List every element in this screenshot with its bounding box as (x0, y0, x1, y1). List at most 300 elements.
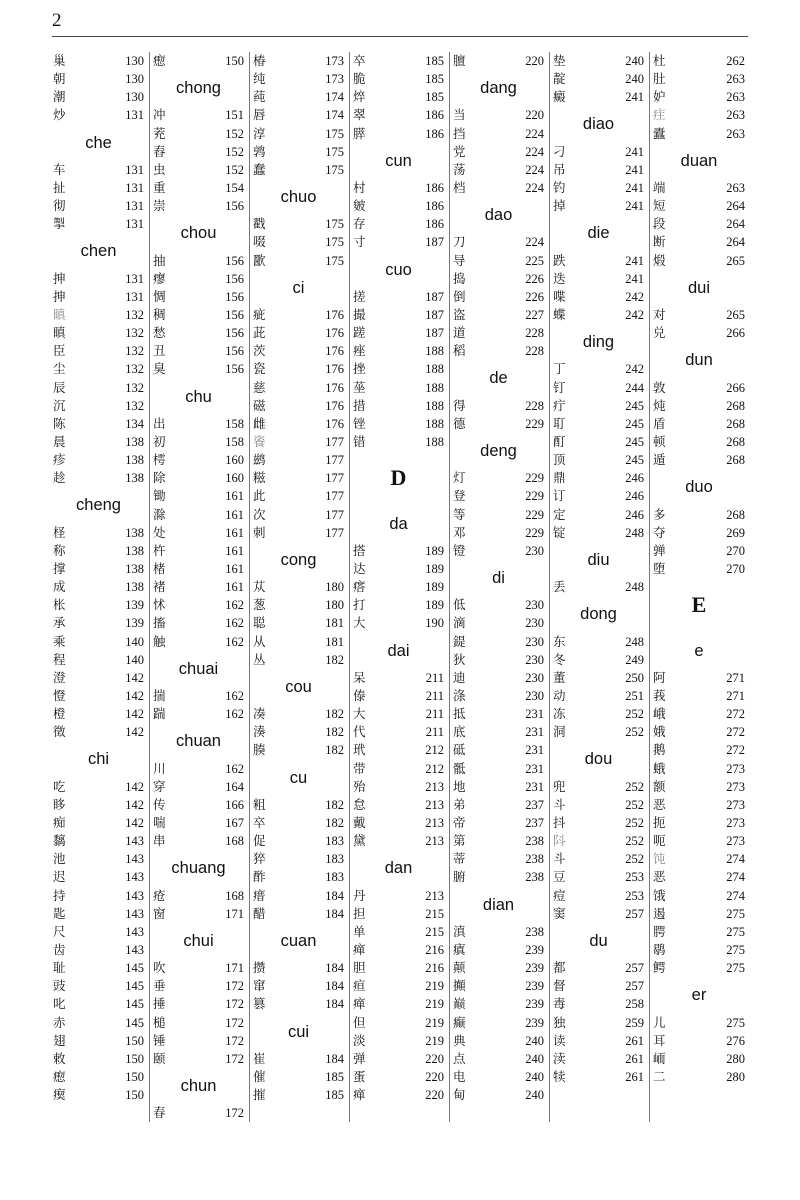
entry-page-number: 273 (726, 779, 745, 794)
index-entry (53, 868, 144, 886)
index-entry (53, 905, 144, 923)
entry-page-number: 130 (125, 54, 144, 68)
index-entry (53, 433, 144, 451)
entry-page-number: 252 (625, 725, 644, 740)
pinyin-heading: chun (180, 1076, 217, 1095)
entry-character: 朝 (53, 71, 66, 87)
entry-character: 帝 (453, 814, 466, 830)
entry-character: 莝 (353, 379, 366, 395)
entry-character: 椿 (253, 53, 266, 68)
entry-page-number: 131 (125, 271, 144, 286)
index-entry (653, 832, 745, 850)
entry-character: 搭 (353, 542, 366, 558)
entry-page-number: 224 (525, 181, 544, 195)
entry-character: 靛 (553, 71, 566, 87)
pinyin-heading: cui (287, 1022, 310, 1041)
index-entry (53, 542, 144, 560)
entry-page-number: 172 (225, 1051, 244, 1066)
entry-page-number: 156 (225, 199, 244, 214)
entry-character: 疵 (253, 307, 266, 322)
entry-character: 臭 (153, 361, 166, 377)
entry-character: 串 (153, 833, 166, 849)
index-entry (53, 1050, 144, 1068)
entry-character: 鹅 (653, 742, 666, 758)
pinyin-heading: ci (292, 278, 305, 297)
index-column (50, 52, 150, 1122)
entry-character: 短 (653, 198, 666, 214)
entry-character: 巢 (53, 53, 66, 68)
entry-page-number: 248 (625, 634, 644, 649)
entry-character: 道 (453, 325, 466, 341)
index-entry (553, 252, 644, 270)
index-entry (153, 1104, 244, 1122)
index-entry (253, 1086, 344, 1104)
index-entry (553, 959, 644, 977)
index-entry (353, 596, 444, 614)
index-entry (353, 1032, 444, 1050)
index-entry (553, 1068, 644, 1086)
entry-page-number: 238 (525, 924, 544, 939)
index-entry (253, 705, 344, 723)
entry-character: 段 (653, 216, 666, 232)
entry-page-number: 132 (125, 362, 144, 377)
entry-character: 但 (353, 1014, 366, 1030)
entry-character: 渎 (553, 1050, 566, 1066)
entry-page-number: 215 (425, 906, 444, 921)
entry-page-number: 211 (425, 670, 444, 685)
index-entry (253, 741, 344, 759)
index-entry (453, 959, 544, 977)
entry-character: 瘩 (353, 579, 366, 595)
header-rule (52, 36, 748, 37)
index-entry (53, 687, 144, 705)
index-entry (153, 506, 244, 524)
entry-character: 瘄 (253, 887, 266, 903)
entry-page-number: 274 (726, 852, 745, 867)
entry-character: 滇 (453, 923, 466, 939)
index-entry (453, 143, 544, 161)
pinyin-heading: dai (387, 641, 410, 660)
index-entry (253, 651, 344, 669)
entry-page-number: 156 (225, 362, 244, 377)
entry-character: 憕 (53, 687, 66, 703)
index-entry (153, 342, 244, 360)
entry-character: 瓷 (253, 361, 266, 377)
index-entry (553, 778, 644, 796)
entry-character: 炒 (53, 107, 66, 123)
entry-character: 怠 (353, 796, 366, 812)
index-entry (153, 887, 244, 905)
index-entry (253, 433, 344, 451)
entry-character: 邓 (453, 524, 466, 540)
index-entry (453, 506, 544, 524)
entry-page-number: 162 (225, 707, 244, 722)
entry-page-number: 226 (525, 289, 544, 304)
entry-character: 唇 (253, 107, 266, 123)
index-entry (553, 451, 644, 469)
index-entry (253, 814, 344, 832)
index-entry (453, 52, 544, 70)
index-entry (253, 1068, 344, 1086)
entry-character: 促 (253, 833, 266, 849)
index-entry (253, 233, 344, 251)
index-entry (353, 687, 444, 705)
entry-character: 淳 (253, 125, 266, 141)
index-entry (153, 905, 244, 923)
entry-page-number: 152 (225, 126, 244, 141)
entry-character: 煅 (653, 252, 666, 268)
index-entry (553, 705, 644, 723)
index-entry (53, 379, 144, 397)
entry-character: 撮 (353, 307, 366, 322)
entry-character: 肚 (653, 71, 666, 87)
entry-character: 程 (53, 651, 66, 667)
entry-character: 底 (453, 724, 466, 740)
index-entry (653, 524, 745, 542)
entry-character: 丁 (553, 361, 566, 377)
pinyin-heading: cun (385, 151, 412, 170)
entry-page-number: 219 (425, 1033, 444, 1048)
entry-character: 峨 (653, 706, 666, 722)
index-entry (453, 487, 544, 505)
entry-page-number: 186 (425, 108, 444, 123)
entry-character: 疰 (653, 107, 666, 123)
entry-character: 犊 (553, 1068, 566, 1084)
entry-page-number: 253 (625, 870, 644, 885)
index-column (550, 52, 650, 1122)
index-entry (553, 179, 644, 197)
index-entry (53, 923, 144, 941)
entry-character: 涤 (453, 688, 466, 703)
index-entry (353, 1068, 444, 1086)
index-entry (653, 125, 745, 143)
index-entry (353, 669, 444, 687)
entry-page-number: 185 (325, 1088, 344, 1103)
entry-page-number: 270 (726, 543, 745, 558)
index-entry (353, 433, 444, 451)
index-entry (453, 306, 544, 324)
pinyin-heading: deng (480, 442, 517, 460)
index-entry (353, 342, 444, 360)
index-entry (153, 270, 244, 288)
entry-page-number: 131 (125, 217, 144, 232)
entry-character: 餈 (253, 433, 266, 449)
entry-page-number: 252 (625, 797, 644, 812)
entry-character: 读 (553, 1032, 566, 1048)
entry-character: 酢 (253, 869, 266, 885)
index-entry (153, 560, 244, 578)
entry-character: 第 (453, 833, 466, 849)
entry-page-number: 156 (225, 326, 244, 341)
index-entry (53, 88, 144, 106)
entry-page-number: 161 (225, 580, 244, 595)
entry-character: 错 (353, 433, 366, 449)
entry-page-number: 145 (125, 979, 144, 994)
entry-character: 村 (353, 180, 366, 195)
index-entry (653, 415, 745, 433)
entry-page-number: 263 (726, 72, 745, 87)
entry-page-number: 161 (225, 525, 244, 540)
index-entry (353, 923, 444, 941)
entry-character: 趁 (53, 470, 66, 486)
entry-character: 茈 (253, 325, 266, 341)
entry-page-number: 271 (726, 670, 745, 685)
index-entry (53, 723, 144, 741)
entry-character: 大 (353, 615, 366, 631)
entry-page-number: 212 (425, 743, 444, 758)
index-entry (253, 868, 344, 886)
entry-page-number: 140 (125, 652, 144, 667)
index-entry (53, 705, 144, 723)
entry-character: 次 (253, 506, 266, 522)
index-entry (553, 360, 644, 378)
entry-character: 大 (353, 706, 366, 722)
entry-character: 苁 (253, 579, 266, 595)
index-entry (653, 887, 745, 905)
entry-character: 挡 (453, 125, 466, 141)
entry-character: 翠 (353, 107, 366, 123)
entry-page-number: 151 (225, 108, 244, 123)
entry-character: 电 (453, 1068, 466, 1084)
entry-page-number: 252 (625, 834, 644, 849)
entry-character: 存 (353, 216, 366, 232)
index-entry (53, 106, 144, 124)
entry-page-number: 242 (625, 362, 644, 377)
entry-character: 瘳 (153, 270, 166, 286)
entry-character: 抖 (553, 815, 566, 830)
entry-character: 赤 (53, 1014, 66, 1030)
entry-character: 雌 (253, 415, 266, 431)
entry-character: 颠 (453, 960, 466, 976)
entry-page-number: 231 (525, 779, 544, 794)
entry-page-number: 188 (425, 362, 444, 377)
entry-page-number: 189 (425, 543, 444, 558)
entry-character: 荡 (453, 161, 466, 177)
entry-character: 兑 (653, 325, 666, 341)
index-entry (653, 451, 745, 469)
index-entry (353, 106, 444, 124)
entry-character: 锭 (553, 524, 566, 540)
entry-character: 穿 (153, 778, 166, 794)
index-entry (653, 233, 745, 251)
pinyin-heading: chong (176, 79, 221, 98)
entry-page-number: 228 (525, 344, 544, 359)
entry-page-number: 229 (525, 416, 544, 431)
entry-page-number: 241 (625, 144, 644, 159)
entry-page-number: 175 (325, 126, 344, 141)
entry-character: 臣 (53, 343, 66, 359)
entry-character: 党 (453, 143, 466, 159)
index-entry (653, 705, 745, 723)
index-entry (353, 215, 444, 233)
index-entry (353, 614, 444, 632)
entry-page-number: 220 (525, 54, 544, 68)
index-entry (53, 451, 144, 469)
entry-page-number: 274 (726, 888, 745, 903)
index-entry (653, 1068, 745, 1086)
entry-page-number: 224 (525, 144, 544, 159)
index-entry (153, 306, 244, 324)
entry-page-number: 189 (425, 580, 444, 595)
entry-page-number: 132 (125, 344, 144, 359)
entry-page-number: 158 (225, 435, 244, 449)
index-entry (253, 360, 344, 378)
entry-character: 称 (53, 542, 66, 558)
index-entry (53, 651, 144, 669)
index-entry (253, 887, 344, 905)
index-entry (453, 778, 544, 796)
entry-page-number: 211 (425, 725, 444, 740)
pinyin-heading: chuang (171, 859, 226, 878)
entry-character: 傣 (353, 688, 366, 703)
entry-character: 峏 (653, 1050, 666, 1066)
entry-character: 疹 (53, 452, 66, 468)
entry-character: 砥 (453, 742, 466, 758)
entry-character: 翅 (53, 1032, 66, 1048)
entry-page-number: 263 (726, 108, 745, 123)
index-entry (353, 796, 444, 814)
entry-page-number: 173 (325, 72, 344, 87)
entry-page-number: 229 (525, 489, 544, 504)
index-entry (553, 487, 644, 505)
entry-page-number: 188 (425, 434, 444, 449)
entry-page-number: 138 (125, 543, 144, 558)
entry-character: 卒 (253, 814, 266, 830)
index-entry (253, 415, 344, 433)
entry-character: 猝 (253, 851, 266, 867)
entry-page-number: 266 (726, 380, 745, 395)
index-entry (353, 360, 444, 378)
entry-character: 惆 (153, 288, 166, 304)
entry-character: 冲 (153, 107, 166, 123)
index-entry (353, 814, 444, 832)
entry-character: 额 (653, 778, 666, 794)
entry-character: 镫 (453, 542, 466, 558)
entry-page-number: 213 (425, 797, 444, 812)
entry-character: 窦 (553, 905, 566, 921)
entry-page-number: 183 (325, 870, 344, 885)
entry-character: 愁 (153, 325, 166, 341)
index-entry (353, 324, 444, 342)
entry-character: 陈 (53, 415, 66, 431)
index-entry (453, 342, 544, 360)
index-entry (353, 397, 444, 415)
entry-page-number: 219 (425, 1015, 444, 1030)
index-entry (153, 1050, 244, 1068)
pinyin-heading: cou (285, 677, 312, 696)
index-entry (453, 850, 544, 868)
index-entry (53, 197, 144, 215)
entry-character: 搐 (153, 615, 166, 631)
entry-page-number: 143 (125, 888, 144, 903)
pinyin-heading: de (489, 369, 508, 388)
entry-character: 钓 (553, 180, 566, 195)
entry-character: 低 (453, 597, 466, 613)
entry-page-number: 142 (125, 797, 144, 812)
pinyin-heading: diu (587, 550, 610, 569)
index-entry (553, 832, 644, 850)
pinyin-heading: du (589, 931, 608, 950)
entry-character: 东 (553, 633, 566, 649)
index-entry (153, 778, 244, 796)
entry-page-number: 268 (726, 453, 745, 468)
entry-character: 弟 (453, 796, 466, 812)
entry-character: 娥 (653, 724, 666, 740)
entry-character: 瘈 (53, 1087, 66, 1103)
entry-character: 垫 (553, 53, 566, 68)
entry-character: 疸 (353, 978, 366, 994)
entry-page-number: 142 (125, 670, 144, 685)
pinyin-heading: dong (580, 605, 617, 624)
entry-page-number: 258 (625, 997, 644, 1012)
index-entry (453, 1086, 544, 1104)
entry-page-number: 142 (125, 779, 144, 794)
index-entry (453, 614, 544, 632)
entry-character: 莪 (653, 688, 666, 704)
index-entry (253, 578, 344, 596)
entry-character: 吹 (153, 960, 166, 976)
entry-character: 承 (53, 615, 66, 631)
entry-page-number: 241 (625, 253, 644, 268)
entry-character: 重 (153, 180, 166, 195)
entry-character: 瘛 (53, 1068, 66, 1084)
entry-character: 怵 (153, 597, 166, 613)
entry-character: 枨 (53, 597, 66, 613)
entry-character: 典 (453, 1032, 466, 1048)
index-entry (353, 379, 444, 397)
entry-page-number: 230 (525, 543, 544, 558)
entry-page-number: 275 (726, 906, 745, 921)
index-entry (153, 814, 244, 832)
entry-page-number: 183 (325, 852, 344, 867)
index-entry (553, 578, 644, 596)
index-entry (153, 959, 244, 977)
entry-character: 耵 (553, 415, 566, 431)
entry-character: 骶 (453, 760, 466, 776)
entry-character: 踹 (153, 706, 166, 722)
index-entry (453, 324, 544, 342)
entry-character: 玳 (353, 742, 366, 758)
index-entry (653, 959, 745, 977)
entry-character: 丹 (353, 887, 366, 903)
entry-page-number: 138 (125, 525, 144, 540)
entry-page-number: 237 (525, 815, 544, 830)
entry-page-number: 189 (425, 598, 444, 613)
entry-page-number: 176 (325, 344, 344, 359)
index-entry (53, 669, 144, 687)
entry-character: 潮 (53, 89, 66, 105)
entry-character: 窜 (253, 978, 266, 994)
entry-character: 达 (353, 561, 366, 576)
entry-character: 洞 (553, 724, 566, 740)
entry-page-number: 182 (325, 725, 344, 740)
index-entry (653, 868, 745, 886)
entry-page-number: 175 (325, 217, 344, 232)
entry-page-number: 150 (225, 54, 244, 68)
index-entry (253, 487, 344, 505)
entry-character: 痴 (53, 814, 66, 830)
pinyin-heading: dan (384, 859, 413, 878)
index-entry (153, 143, 244, 161)
index-entry (453, 106, 544, 124)
entry-character: 顿 (653, 434, 666, 449)
entry-page-number: 175 (325, 235, 344, 250)
index-entry (53, 850, 144, 868)
index-entry (553, 1050, 644, 1068)
entry-character: 鹖 (653, 941, 666, 957)
index-entry (53, 397, 144, 415)
entry-page-number: 237 (525, 797, 544, 812)
